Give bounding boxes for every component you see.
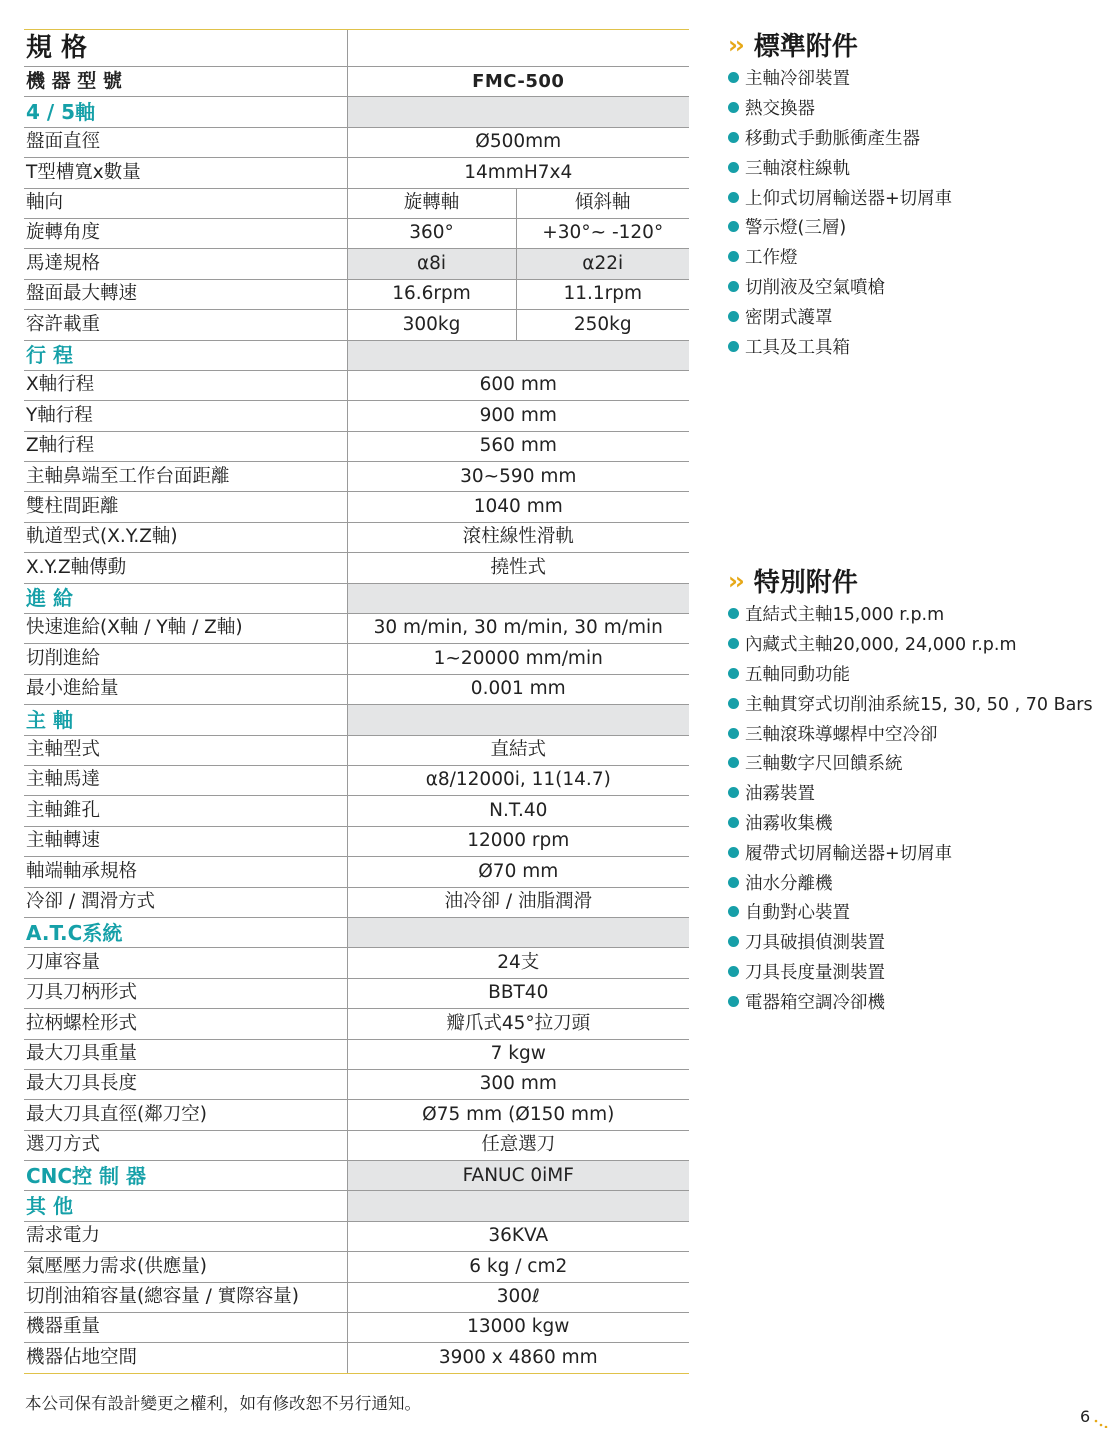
bullet-dot-icon (728, 817, 739, 828)
spec-label: 主軸錐孔 (24, 796, 347, 826)
spec-value: 油冷卻 / 油脂潤滑 (347, 887, 689, 917)
spec-label: 最大刀具重量 (24, 1039, 347, 1069)
spec-table-body (24, 30, 689, 1374)
bullet-dot-icon (728, 132, 739, 143)
optional-accessory-item-label: 自動對心裝置 (745, 903, 850, 924)
spec-label: 最大刀具直徑(鄰刀空) (24, 1100, 347, 1130)
spec-label: 需求電力 (24, 1221, 347, 1251)
spec-row (24, 735, 689, 765)
spec-title: 規 格 (24, 30, 347, 67)
optional-accessory-item-label: 油水分離機 (745, 873, 833, 894)
spec-table (24, 29, 689, 1374)
bullet-dot-icon (728, 847, 739, 858)
spec-row-split (24, 279, 689, 309)
spec-label: 雙柱間距離 (24, 492, 347, 522)
optional-accessory-item (728, 927, 1093, 957)
standard-accessories-list (728, 63, 952, 361)
spec-label: 拉柄螺栓形式 (24, 1009, 347, 1039)
spec-label: X.Y.Z軸傳動 (24, 553, 347, 583)
optional-accessory-item (728, 629, 1093, 659)
page-number: 6 (1080, 1407, 1091, 1426)
standard-accessory-item-label: 密閉式護罩 (745, 307, 833, 328)
bullet-dot-icon (728, 341, 739, 352)
spec-value: 14mmH7x4 (347, 158, 689, 188)
standard-accessory-item (728, 331, 952, 361)
spec-row (24, 765, 689, 795)
section-value (347, 340, 689, 370)
standard-accessory-item-label: 熱交換器 (745, 99, 815, 120)
spec-row (24, 978, 689, 1008)
optional-accessory-item (728, 957, 1093, 987)
spec-row (24, 1069, 689, 1099)
section-value (347, 917, 689, 947)
bullet-dot-icon (728, 787, 739, 798)
standard-accessories-heading (728, 26, 858, 63)
standard-accessory-item-label: 警示燈(三層) (745, 218, 847, 239)
section-value (347, 1191, 689, 1221)
spec-label: 軸向 (24, 188, 347, 218)
spec-label: 主軸鼻端至工作台面距離 (24, 462, 347, 492)
spec-value: Ø500mm (347, 127, 689, 157)
model-value: FMC-500 (347, 67, 689, 97)
spec-row (24, 614, 689, 644)
spec-label: 切削油箱容量(總容量 / 實際容量) (24, 1282, 347, 1312)
spec-value: Ø70 mm (347, 857, 689, 887)
spec-row (24, 1009, 689, 1039)
spec-value: 560 mm (347, 431, 689, 461)
spec-row (24, 887, 689, 917)
standard-accessory-item (728, 242, 952, 272)
section-title: 主 軸 (24, 705, 347, 735)
spec-label: 最小進給量 (24, 674, 347, 704)
optional-accessory-item (728, 599, 1093, 629)
optional-accessory-item-label: 刀具破損偵測裝置 (745, 933, 885, 954)
standard-accessory-item (728, 63, 952, 93)
spec-value: 30 m/min, 30 m/min, 30 m/min (347, 614, 689, 644)
optional-accessory-item-label: 主軸貫穿式切削油系統15, 30, 50 , 70 Bars (745, 694, 1093, 715)
optional-accessory-item-label: 五軸同動功能 (745, 664, 850, 685)
spec-label: 主軸馬達 (24, 765, 347, 795)
bullet-dot-icon (728, 728, 739, 739)
spec-value: 滾柱線性滑軌 (347, 522, 689, 552)
bullet-dot-icon (728, 638, 739, 649)
optional-accessory-item-label: 直結式主軸15,000 r.p.m (745, 605, 945, 626)
spec-value-tilt: +30°~ -120° (516, 218, 689, 248)
bullet-dot-icon (728, 221, 739, 232)
bullet-dot-icon (728, 877, 739, 888)
section-title: 進 給 (24, 583, 347, 613)
bullet-dot-icon (728, 608, 739, 619)
section-header-row (24, 1161, 689, 1191)
optional-accessory-item (728, 748, 1093, 778)
spec-value: 24支 (347, 948, 689, 978)
spec-label: 機器佔地空間 (24, 1343, 347, 1373)
standard-accessory-item-label: 上仰式切屑輸送器+切屑車 (745, 188, 953, 209)
spec-value-rotary: 300kg (347, 310, 516, 340)
optional-accessories-list (728, 599, 1093, 1016)
standard-accessory-item (728, 152, 952, 182)
spec-label: 主軸轉速 (24, 826, 347, 856)
section-title: A.T.C系統 (24, 917, 347, 947)
optional-accessories-heading (728, 562, 858, 599)
bullet-dot-icon (728, 281, 739, 292)
section-header-row (24, 917, 689, 947)
spec-value: 13000 kgw (347, 1313, 689, 1343)
optional-accessory-item (728, 778, 1093, 808)
spec-value: 1~20000 mm/min (347, 644, 689, 674)
standard-accessory-item-label: 切削液及空氣噴槍 (745, 277, 885, 298)
spec-value-rotary: α8i (347, 249, 516, 279)
optional-accessory-item-label: 履帶式切屑輸送器+切屑車 (745, 843, 953, 864)
spec-label: 機器重量 (24, 1313, 347, 1343)
spec-label: Z軸行程 (24, 431, 347, 461)
spec-row-split (24, 188, 689, 218)
bullet-dot-icon (728, 162, 739, 173)
optional-accessory-item-label: 內藏式主軸20,000, 24,000 r.p.m (745, 635, 1017, 656)
spec-row (24, 1313, 689, 1343)
spec-row (24, 857, 689, 887)
optional-accessory-item (728, 808, 1093, 838)
standard-accessory-item-label: 工作燈 (745, 248, 798, 269)
spec-label: 馬達規格 (24, 249, 347, 279)
bullet-dot-icon (728, 251, 739, 262)
spec-row (24, 1282, 689, 1312)
bullet-dot-icon (728, 102, 739, 113)
section-title: CNC控 制 器 (24, 1161, 347, 1191)
spec-label: 盤面直徑 (24, 127, 347, 157)
spec-label: 刀具刀柄形式 (24, 978, 347, 1008)
standard-accessories-title: 標準附件 (753, 32, 858, 62)
section-title: 其 他 (24, 1191, 347, 1221)
spec-value: BBT40 (347, 978, 689, 1008)
spec-row-split (24, 310, 689, 340)
spec-value: Ø75 mm (Ø150 mm) (347, 1100, 689, 1130)
spec-label: 氣壓壓力需求(供應量) (24, 1252, 347, 1282)
spec-label: 軌道型式(X.Y.Z軸) (24, 522, 347, 552)
model-label: 機 器 型 號 (24, 67, 347, 97)
bullet-dot-icon (728, 668, 739, 679)
spec-title-row (24, 30, 689, 67)
spec-value: 12000 rpm (347, 826, 689, 856)
spec-value: 撓性式 (347, 553, 689, 583)
spec-row (24, 1100, 689, 1130)
spec-value: 30~590 mm (347, 462, 689, 492)
section-header-row (24, 340, 689, 370)
spec-value: 3900 x 4860 mm (347, 1343, 689, 1373)
standard-accessory-item-label: 主軸冷卻裝置 (745, 69, 850, 90)
spec-row (24, 948, 689, 978)
spec-label: 最大刀具長度 (24, 1069, 347, 1099)
standard-accessory-item-label: 三軸滾柱線軌 (745, 158, 850, 179)
spec-row (24, 1343, 689, 1373)
spec-value: 0.001 mm (347, 674, 689, 704)
optional-accessory-item-label: 油霧裝置 (745, 784, 815, 805)
section-header-row (24, 1191, 689, 1221)
section-title: 行 程 (24, 340, 347, 370)
spec-label: 軸端軸承規格 (24, 857, 347, 887)
bullet-dot-icon (728, 996, 739, 1007)
spec-row-split (24, 249, 689, 279)
spec-value-tilt: α22i (516, 249, 689, 279)
spec-value: 36KVA (347, 1221, 689, 1251)
section-value (347, 583, 689, 613)
spec-title-blank (347, 30, 689, 67)
section-value: FANUC 0iMF (347, 1161, 689, 1191)
optional-accessories-title: 特別附件 (753, 568, 858, 598)
bullet-dot-icon (728, 311, 739, 322)
spec-value-tilt: 11.1rpm (516, 279, 689, 309)
model-row (24, 67, 689, 97)
optional-accessory-item-label: 油霧收集機 (745, 813, 833, 834)
spec-label: T型槽寬x數量 (24, 158, 347, 188)
spec-row (24, 674, 689, 704)
optional-accessory-item (728, 718, 1093, 748)
spec-value: 直結式 (347, 735, 689, 765)
spec-value: 瓣爪式45°拉刀頭 (347, 1009, 689, 1039)
optional-accessory-item (728, 837, 1093, 867)
spec-value: 300ℓ (347, 1282, 689, 1312)
spec-value-tilt: 傾斜軸 (516, 188, 689, 218)
optional-accessory-item (728, 897, 1093, 927)
section-header-row (24, 97, 689, 127)
bullet-dot-icon (728, 757, 739, 768)
standard-accessory-item (728, 93, 952, 123)
section-header-row (24, 583, 689, 613)
standard-accessory-item (728, 182, 952, 212)
spec-row (24, 796, 689, 826)
optional-accessory-item-label: 電器箱空調冷卻機 (745, 992, 885, 1013)
double-chevron-icon: ›› (728, 566, 742, 595)
bullet-dot-icon (728, 192, 739, 203)
spec-row (24, 370, 689, 400)
standard-accessory-item-label: 移動式手動脈衝產生器 (745, 128, 920, 149)
spec-label: 選刀方式 (24, 1130, 347, 1160)
section-header-row (24, 705, 689, 735)
spec-label: 冷卻 / 潤滑方式 (24, 887, 347, 917)
bullet-dot-icon (728, 698, 739, 709)
spec-row (24, 644, 689, 674)
spec-row (24, 1252, 689, 1282)
spec-value-tilt: 250kg (516, 310, 689, 340)
spec-row (24, 401, 689, 431)
optional-accessory-item (728, 688, 1093, 718)
spec-value-rotary: 旋轉軸 (347, 188, 516, 218)
spec-value: 7 kgw (347, 1039, 689, 1069)
bullet-dot-icon (728, 966, 739, 977)
spec-value: 任意選刀 (347, 1130, 689, 1160)
spec-label: 快速進給(X軸 / Y軸 / Z軸) (24, 614, 347, 644)
spec-label: 主軸型式 (24, 735, 347, 765)
spec-value: 600 mm (347, 370, 689, 400)
spec-row (24, 158, 689, 188)
spec-label: 盤面最大轉速 (24, 279, 347, 309)
spec-value: N.T.40 (347, 796, 689, 826)
optional-accessory-item (728, 867, 1093, 897)
spec-row-split (24, 218, 689, 248)
spec-label: 切削進給 (24, 644, 347, 674)
disclaimer-note: 本公司保有設計變更之權利，如有修改恕不另行通知。 (25, 1394, 421, 1413)
spec-row (24, 462, 689, 492)
spec-label: 刀庫容量 (24, 948, 347, 978)
spec-label: Y軸行程 (24, 401, 347, 431)
spec-label: 容許載重 (24, 310, 347, 340)
optional-accessory-item-label: 三軸數字尺回饋系統 (745, 754, 903, 775)
spec-value: 1040 mm (347, 492, 689, 522)
optional-accessory-item-label: 三軸滾珠導螺桿中空冷卻 (745, 724, 938, 745)
spec-row (24, 127, 689, 157)
standard-accessory-item (728, 212, 952, 242)
bullet-dot-icon (728, 906, 739, 917)
spec-value: 900 mm (347, 401, 689, 431)
spec-row (24, 431, 689, 461)
standard-accessory-item (728, 301, 952, 331)
spec-label: X軸行程 (24, 370, 347, 400)
spec-row (24, 553, 689, 583)
bullet-dot-icon (728, 936, 739, 947)
section-value (347, 705, 689, 735)
optional-accessory-item (728, 659, 1093, 689)
page-corner-dots-icon (1093, 1412, 1109, 1428)
optional-accessory-item (728, 986, 1093, 1016)
spec-row (24, 522, 689, 552)
section-title: 4 / 5軸 (24, 97, 347, 127)
standard-accessory-item (728, 272, 952, 302)
standard-accessory-item (728, 123, 952, 153)
spec-value: α8/12000i, 11(14.7) (347, 765, 689, 795)
spec-row (24, 826, 689, 856)
spec-value-rotary: 16.6rpm (347, 279, 516, 309)
bullet-dot-icon (728, 72, 739, 83)
spec-value: 300 mm (347, 1069, 689, 1099)
standard-accessory-item-label: 工具及工具箱 (745, 337, 850, 358)
spec-value: 6 kg / cm2 (347, 1252, 689, 1282)
section-value (347, 97, 689, 127)
spec-row (24, 1130, 689, 1160)
spec-row (24, 1039, 689, 1069)
double-chevron-icon: ›› (728, 30, 742, 59)
spec-label: 旋轉角度 (24, 218, 347, 248)
spec-value-rotary: 360° (347, 218, 516, 248)
optional-accessory-item-label: 刀具長度量測裝置 (745, 962, 885, 983)
spec-row (24, 492, 689, 522)
spec-row (24, 1221, 689, 1251)
